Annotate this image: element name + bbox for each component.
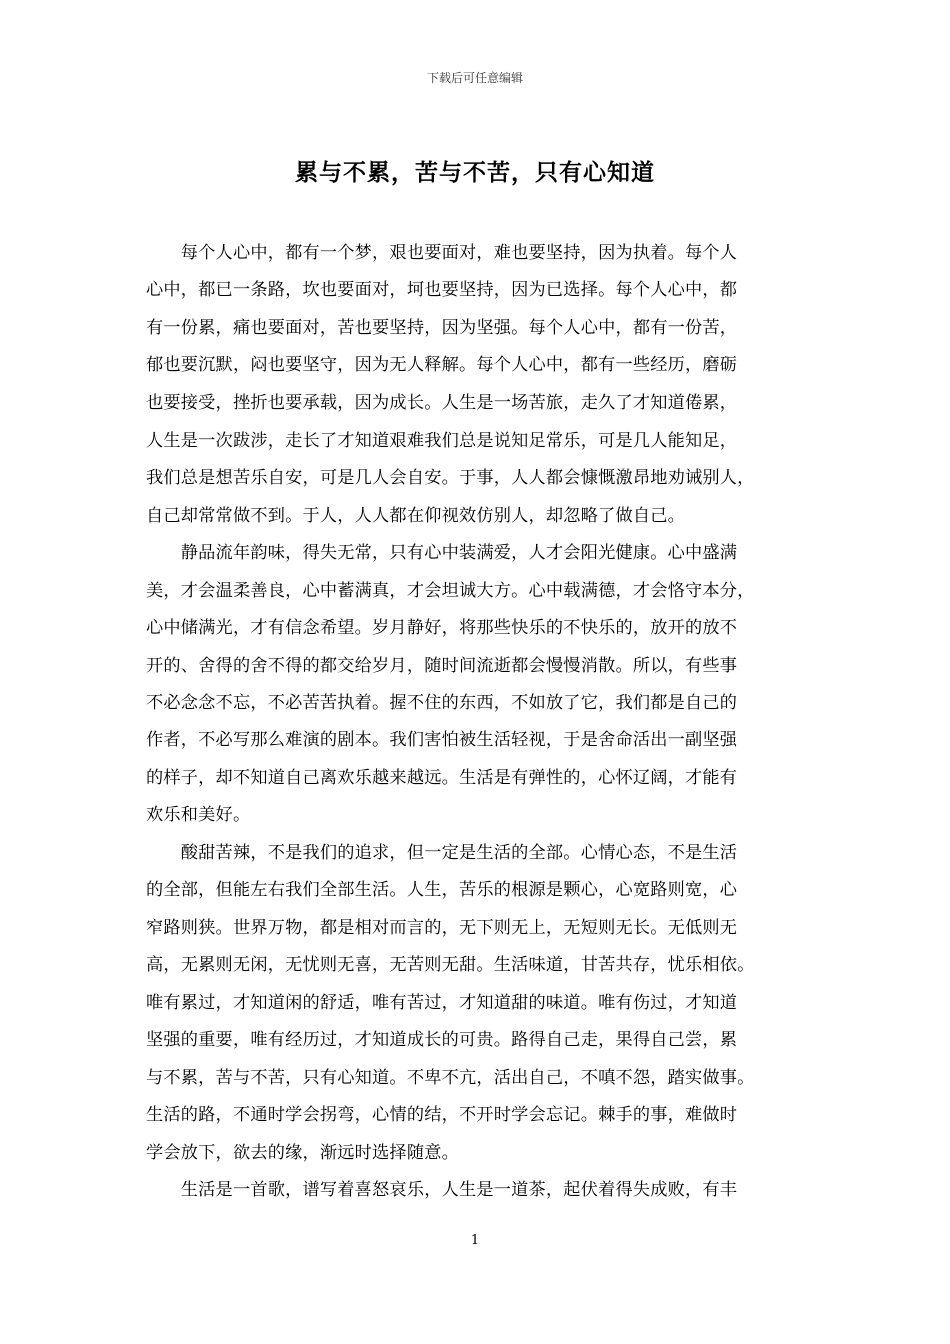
body-line: 不必念念不忘，不必苦苦执着。握不住的东西，不如放了它，我们都是自己的 bbox=[146, 693, 738, 713]
body-line: 静品流年韵味，得失无常，只有心中装满爱，人才会阳光健康。心中盛满 bbox=[146, 543, 738, 563]
body-line: 生活的路，不通时学会拐弯，心情的结，不开时学会忘记。棘手的事，难做时 bbox=[146, 1105, 738, 1125]
body-line: 作者，不必写那么难演的剧本。我们害怕被生活轻视，于是舍命活出一副坚强 bbox=[146, 730, 738, 750]
body-line: 每个人心中，都有一个梦，艰也要面对，难也要坚持，因为执着。每个人 bbox=[146, 243, 738, 263]
body-line: 的全部，但能左右我们全部生活。人生，苦乐的根源是颗心，心宽路则宽，心 bbox=[146, 880, 738, 900]
body-line: 学会放下，欲去的缘，渐远时选择随意。 bbox=[146, 1143, 459, 1163]
body-line: 生活是一首歌，谱写着喜怒哀乐，人生是一道茶，起伏着得失成败，有丰 bbox=[146, 1180, 738, 1200]
body-line: 心中，都已一条路，坎也要面对，坷也要坚持，因为已选择。每个人心中，都 bbox=[146, 280, 738, 300]
body-line: 窄路则狭。世界万物，都是相对而言的，无下则无上，无短则无长。无低则无 bbox=[146, 918, 738, 938]
page-number: 1 bbox=[470, 1233, 480, 1248]
body-line: 也要接受，挫折也要承载，因为成长。人生是一场苦旅，走久了才知道倦累， bbox=[146, 393, 738, 413]
body-line: 的样子，却不知道自己离欢乐越来越远。生活是有弹性的，心怀辽阔，才能有 bbox=[146, 768, 738, 788]
body-line: 高，无累则无闲，无忧则无喜，无苦则无甜。生活味道，甘苦共存，忧乐相依。 bbox=[146, 955, 755, 975]
body-line: 有一份累，痛也要面对，苦也要坚持，因为坚强。每个人心中，都有一份苦， bbox=[146, 318, 738, 338]
body-line: 唯有累过，才知道闲的舒适，唯有苦过，才知道甜的味道。唯有伤过，才知道 bbox=[146, 993, 738, 1013]
document-title: 累与不累，苦与不苦，只有心知道 bbox=[295, 159, 655, 186]
body-line: 自己却常常做不到。于人，人人都在仰视效仿别人，却忽略了做自己。 bbox=[146, 506, 686, 526]
body-line: 开的、舍得的舍不得的都交给岁月，随时间流逝都会慢慢消散。所以，有些事 bbox=[146, 656, 738, 676]
body-line: 坚强的重要，唯有经历过，才知道成长的可贵。路得自己走，果得自己尝，累 bbox=[146, 1030, 738, 1050]
body-line: 与不累，苦与不苦，只有心知道。不卑不亢，活出自己，不嗔不怨，踏实做事。 bbox=[146, 1068, 755, 1088]
body-line: 酸甜苦辣，不是我们的追求，但一定是生活的全部。心情心态，不是生活 bbox=[146, 843, 738, 863]
page-header-note: 下载后可任意编辑 bbox=[426, 71, 523, 85]
body-line: 我们总是想苦乐自安，可是几人会自安。于事，人人都会慷慨激昂地劝诫别人， bbox=[146, 468, 755, 488]
body-line: 郁也要沉默，闷也要坚守，因为无人释解。每个人心中，都有一些经历，磨砺 bbox=[146, 355, 738, 375]
body-line: 欢乐和美好。 bbox=[146, 805, 251, 825]
body-line: 美，才会温柔善良，心中蓄满真，才会坦诚大方。心中载满德，才会恪守本分， bbox=[146, 581, 755, 601]
body-line: 心中储满光，才有信念希望。岁月静好，将那些快乐的不快乐的，放开的放不 bbox=[146, 618, 738, 638]
body-line: 人生是一次跋涉，走长了才知道艰难我们总是说知足常乐，可是几人能知足， bbox=[146, 431, 738, 451]
